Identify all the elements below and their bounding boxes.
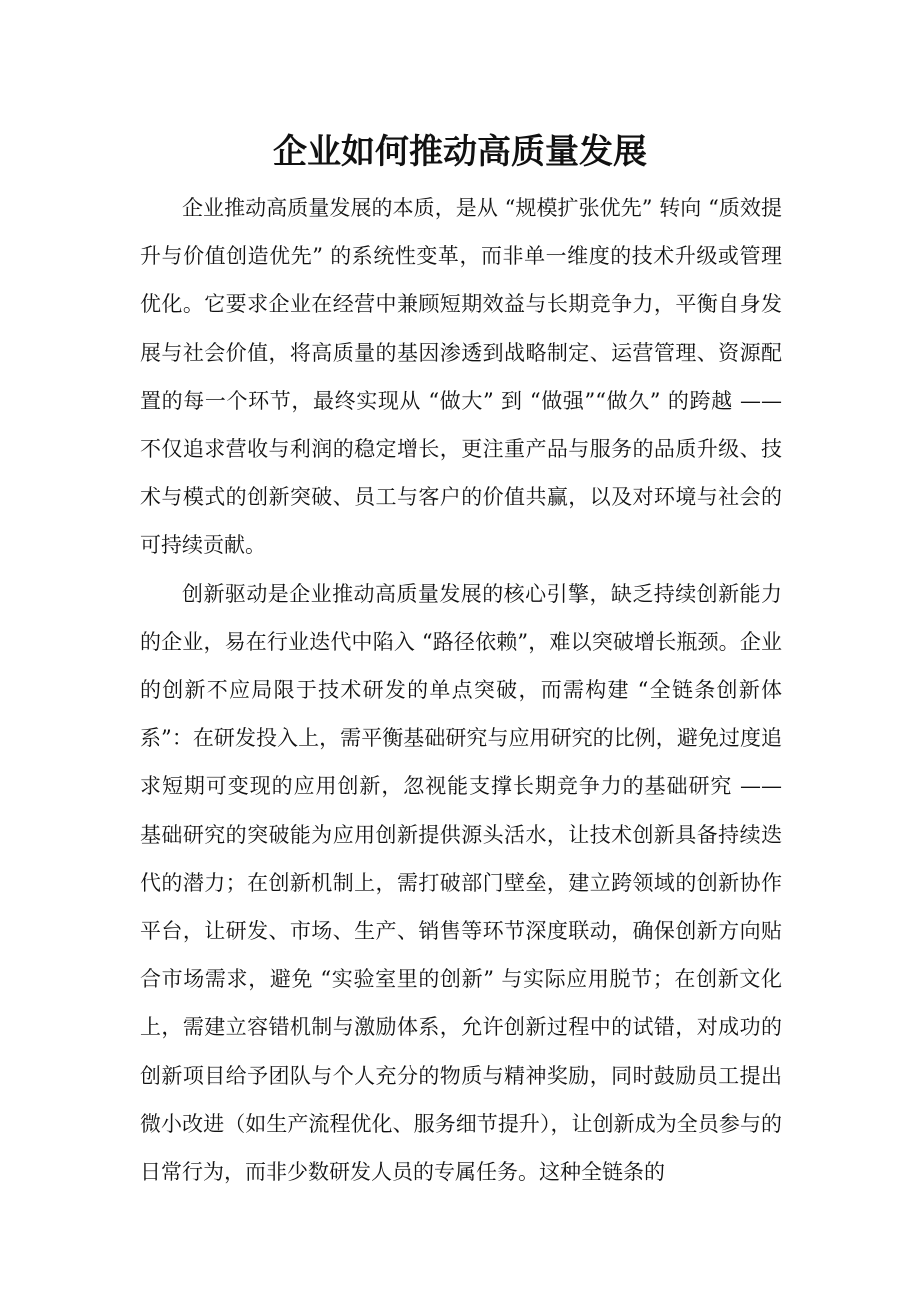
paragraph-1: 企业推动高质量发展的本质，是从 “规模扩张优先” 转向 “质效提升与价值创造优先” 的系统性变革，而非单一维度的技术升级或管理优化。它要求企业在经营中兼顾短期效益与长期竞争力，平衡自身发展与社会价值，将高质量的基因渗透到战略制定、运营管理、资源配置的每一个环节，最终实现从 “做大” 到 “做强”“做久” 的跨越 —— 不仅追求营收与利润的稳定增长，更注重产品与服务的品质升级、技术与模式的创新突破、员工与客户的价值共赢，以及对环境与社会的可持续贡献。 xyxy=(140,196,782,558)
document-title: 企业如何推动高质量发展 xyxy=(273,132,647,172)
paragraph-2: 创新驱动是企业推动高质量发展的核心引擎，缺乏持续创新能力的企业，易在行业迭代中陷入 “路径依赖”，难以突破增长瓶颈。企业的创新不应局限于技术研发的单点突破，而需构建 “全链条创新体系”：在研发投入上，需平衡基础研究与应用研究的比例，避免过度追求短期可变现的应用创新，忽视能支撑长期竞争力的基础研究 —— 基础研究的突破能为应用创新提供源头活水，让技术创新具备持续迭代的潜力；在创新机制上，需打破部门壁垒，建立跨领域的创新协作平台，让研发、市场、生产、销售等环节深度联动，确保创新方向贴合市场需求，避免 “实验室里的创新” 与实际应用脱节；在创新文化上，需建立容错机制与激励体系，允许创新过程中的试错，对成功的创新项目给予团队与个人充分的物质与精神奖励，同时鼓励员工提出微小改进（如生产流程优化、服务细节提升），让创新成为全员参与的日常行为，而非少数研发人员的专属任务。这种全链条的 xyxy=(140,581,782,1185)
document-body xyxy=(140,184,782,1196)
